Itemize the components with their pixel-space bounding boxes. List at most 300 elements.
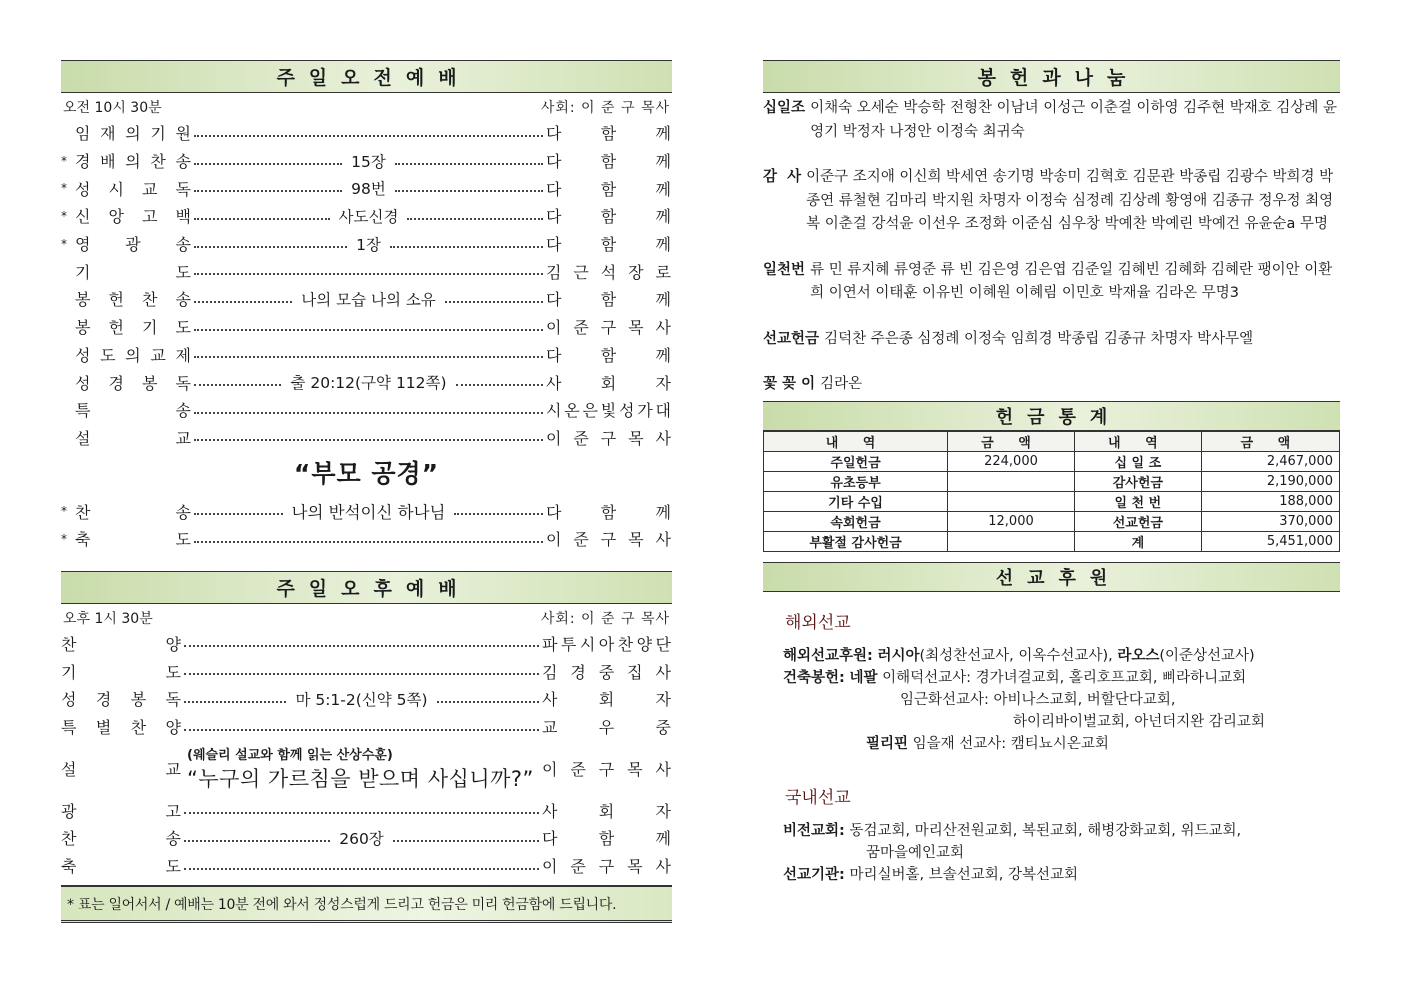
order-item-leader-char: 자 — [655, 373, 672, 393]
order-item-name — [61, 660, 181, 683]
pm-order-item — [61, 657, 672, 685]
order-item-name-char: 설 — [75, 428, 91, 448]
pm-sermon-preacher — [542, 757, 672, 780]
order-item-detail: 15장 — [351, 152, 386, 171]
stats-header: 헌금통계 — [763, 401, 1340, 431]
order-item-leader-char: 중 — [598, 662, 616, 682]
order-item-leader-char: 투 — [560, 634, 578, 654]
order-item-name-char: 도 — [175, 318, 191, 338]
order-item-name-char: 성 — [75, 179, 91, 199]
order-item-leader — [546, 287, 672, 310]
pm-order-item — [61, 685, 672, 713]
am-host: 사회: 이 준 구 목사 — [540, 100, 670, 116]
pm-sermon-preacher-char: 구 — [598, 759, 616, 779]
am-order-item — [61, 119, 672, 147]
stats-amount: 12,000 — [948, 511, 1075, 531]
russia-label: 러시아 — [877, 647, 920, 664]
order-item-leader — [546, 315, 672, 338]
order-item-leader-char: 께 — [655, 179, 673, 199]
pm-sermon-text — [181, 744, 542, 793]
order-item-name-char: 양 — [165, 634, 181, 654]
order-item-name — [75, 371, 191, 394]
standing-mark: * — [61, 531, 67, 546]
am-order-item — [61, 341, 672, 369]
stats-amount: 2,467,000 — [1201, 451, 1339, 471]
order-item-name — [61, 854, 181, 877]
leader-dots — [395, 190, 543, 192]
offering-group-label: 감 사 — [763, 169, 807, 185]
standing-mark: * — [61, 153, 67, 168]
leader-dots — [194, 513, 283, 515]
stats-head-row — [764, 431, 1340, 451]
offering-group-label: 일천번 — [763, 261, 811, 278]
leader-dots — [194, 439, 543, 441]
order-item-leader-char: 경 — [570, 662, 587, 682]
order-item-leader-char: 준 — [573, 318, 590, 338]
order-item-leader-char: 사 — [542, 801, 559, 821]
order-item-leader-char: 김 — [546, 262, 563, 282]
leader-dots — [407, 218, 543, 220]
order-item-name-char: 헌 — [108, 290, 124, 310]
pm-order-item — [61, 852, 672, 880]
order-item-leader-char: 빛 — [600, 401, 618, 421]
order-item-leader-char: 은 — [582, 401, 599, 421]
order-item-name — [61, 687, 181, 710]
stats-item: 십 일 조 — [1074, 451, 1201, 471]
stats-item: 부활절 감사헌금 — [764, 531, 948, 551]
order-item-leader-char: 회 — [598, 801, 616, 821]
order-item-leader — [542, 687, 672, 710]
standing-mark: * — [61, 208, 67, 223]
stats-row — [764, 511, 1340, 531]
order-item-leader-char: 다 — [542, 829, 559, 849]
am-order-item — [61, 257, 672, 285]
order-item-leader-char: 함 — [600, 235, 618, 255]
order-item-name-char: 봉 — [75, 318, 91, 338]
order-item-leader-char: 이 — [546, 428, 563, 448]
leader-dots — [184, 729, 539, 731]
order-item-name-char: 찬 — [142, 290, 158, 310]
nepal-label: 네팔 — [849, 669, 878, 686]
order-item-leader-char: 자 — [655, 690, 673, 710]
leader-dots — [194, 356, 543, 358]
pm-sermon-label — [61, 757, 181, 780]
order-item-name-char: 송 — [175, 290, 191, 310]
overseas-line-1 — [763, 645, 1340, 667]
pm-time: 오후 1시 30분 — [63, 610, 153, 627]
order-item-leader — [546, 371, 672, 394]
order-item-name-char: 성 — [61, 690, 77, 710]
pm-sermon-preacher-char: 준 — [570, 759, 587, 779]
order-item-name — [75, 260, 191, 283]
order-item-name-char: 고 — [165, 801, 181, 821]
order-item-leader — [546, 232, 672, 255]
pm-sermon-preacher-char: 사 — [655, 759, 672, 779]
order-item-name-char: 교 — [175, 428, 191, 448]
order-item-leader-char: 사 — [655, 857, 672, 877]
am-order-item — [61, 525, 672, 553]
order-item-name-char: 기 — [75, 262, 91, 282]
order-item-name — [61, 715, 181, 738]
order-item-name — [75, 177, 191, 200]
leader-dots — [194, 329, 543, 331]
domestic-line-2: 꿈마을예인교회 — [866, 844, 965, 861]
order-item-leader-char: 께 — [655, 345, 672, 365]
order-item-name-char: 특 — [61, 718, 77, 738]
stats-item: 기타 수입 — [764, 491, 948, 511]
order-item-leader-char: 다 — [546, 207, 563, 227]
order-item-name — [75, 398, 191, 421]
order-item-leader-char: 다 — [546, 179, 563, 199]
order-item-name-char: 재 — [100, 124, 116, 144]
order-item-leader-char: 회 — [598, 690, 616, 710]
domestic-line-1 — [763, 820, 1340, 842]
order-item-name-char: 의 — [125, 152, 141, 172]
pm-meta — [61, 604, 672, 630]
offering-list — [763, 97, 1340, 351]
order-item-name — [75, 500, 191, 523]
pm-sermon-label-char: 설 — [61, 759, 77, 779]
order-item-name-char: 양 — [165, 718, 181, 738]
order-item-leader-char: 목 — [628, 530, 645, 550]
order-item-name-char: 임 — [75, 124, 91, 144]
order-item-name — [61, 799, 181, 822]
right-column — [763, 60, 1340, 886]
order-item-name-char: 교 — [142, 179, 158, 199]
pm-closing-list — [61, 796, 672, 879]
order-item-name-char: 헌 — [108, 318, 124, 338]
order-item-name — [75, 232, 191, 255]
leader-dots — [194, 163, 342, 165]
order-item-name-char: 찬 — [75, 502, 91, 522]
overseas-line-2 — [763, 667, 1340, 689]
pm-sermon-title: “누구의 가르침을 받으며 사십니까?” — [187, 766, 534, 791]
order-item-leader-char: 중 — [655, 718, 672, 738]
order-item-leader-char: 함 — [600, 179, 618, 199]
order-item-name-char: 영 — [75, 235, 91, 255]
order-item-leader-char: 단 — [655, 634, 672, 654]
building-support-label: 건축봉헌: — [783, 669, 845, 686]
stats-row — [764, 471, 1340, 491]
order-item-name-char: 독 — [165, 690, 181, 710]
order-item-leader-char: 함 — [600, 124, 618, 144]
vision-church-label: 비전교회: — [783, 822, 845, 839]
leader-dots — [194, 218, 330, 220]
order-item-leader-char: 장 — [628, 262, 645, 282]
am-order-item — [61, 313, 672, 341]
order-item-leader-char: 사 — [655, 318, 672, 338]
order-item-name-char: 배 — [100, 152, 116, 172]
order-item-name-char: 도 — [165, 662, 181, 682]
order-item-leader-char: 함 — [600, 345, 618, 365]
order-item-leader-char: 사 — [655, 662, 672, 682]
order-item-leader-char: 양 — [636, 634, 654, 654]
offering-group — [763, 328, 1340, 352]
order-item-leader-char: 다 — [546, 152, 563, 172]
order-item-name — [75, 426, 191, 449]
pm-sermon-subtitle: (웨슬리 설교와 함께 읽는 산상수훈) — [187, 747, 393, 763]
order-item-name-char: 기 — [150, 124, 166, 144]
nepal-churches: 이해덕선교사: 경가녀걸교회, 홀리호프교회, 삐라하니교회 — [882, 669, 1247, 686]
order-item-name — [75, 149, 191, 172]
order-item-name-char: 기 — [142, 318, 158, 338]
pm-order-list — [61, 630, 672, 741]
order-item-leader — [546, 398, 672, 421]
order-item-name-char: 봉 — [130, 690, 147, 710]
order-item-leader-char: 찬 — [617, 634, 635, 654]
order-item-leader-char: 이 — [546, 530, 563, 550]
order-item-name-char: 도 — [100, 345, 116, 365]
stats-item: 계 — [1074, 531, 1201, 551]
order-item-leader — [546, 121, 672, 144]
leader-dots — [184, 840, 330, 842]
order-item-detail: 1장 — [356, 235, 381, 254]
leader-dots — [184, 868, 539, 870]
stats-amount: 224,000 — [948, 451, 1075, 471]
order-item-name-char: 특 — [75, 401, 91, 421]
offering-group — [763, 259, 1340, 306]
order-item-name-char: 찬 — [130, 718, 147, 738]
order-item-name-char: 교 — [150, 345, 166, 365]
order-item-name-char: 의 — [125, 345, 141, 365]
leader-dots — [184, 701, 286, 703]
leader-dots — [184, 673, 539, 675]
am-sermon-title: “부모 공경” — [293, 459, 440, 489]
order-item-name-char: 광 — [61, 801, 77, 821]
order-item-leader-char: 함 — [600, 207, 618, 227]
order-item-name — [75, 204, 191, 227]
order-item-leader-char: 이 — [542, 857, 559, 877]
order-item-leader — [542, 715, 672, 738]
order-item-leader-char: 목 — [628, 318, 645, 338]
vision-churches: 동검교회, 마리산전원교회, 복된교회, 해병강화교회, 위드교회, — [849, 822, 1242, 839]
leader-dots — [194, 190, 342, 192]
order-item-leader-char: 석 — [600, 262, 618, 282]
order-item-leader-char: 사 — [655, 428, 672, 448]
order-item-detail: 260장 — [339, 829, 384, 848]
order-item-name-char: 찬 — [150, 152, 166, 172]
order-item-name — [75, 287, 191, 310]
order-item-leader — [546, 149, 672, 172]
stats-amount — [948, 471, 1075, 491]
order-item-detail: 사도신경 — [338, 207, 399, 226]
leader-dots — [194, 246, 347, 248]
offering-header: 봉헌과나눔 — [763, 60, 1340, 93]
order-item-name — [61, 826, 181, 849]
stats-item: 감사헌금 — [1074, 471, 1201, 491]
order-item-name-char: 독 — [175, 179, 191, 199]
am-order-item — [61, 202, 672, 230]
order-item-leader-char: 로 — [655, 262, 672, 282]
pm-sermon-label-char: 교 — [165, 759, 181, 779]
order-item-leader — [542, 799, 672, 822]
standing-mark: * — [61, 236, 67, 251]
am-order-item — [61, 174, 672, 202]
mission-section — [763, 608, 1340, 886]
order-item-leader — [542, 854, 672, 877]
order-item-leader — [546, 343, 672, 366]
stats-row — [764, 451, 1340, 471]
order-item-leader — [546, 500, 672, 523]
order-item-leader-char: 사 — [655, 530, 672, 550]
standing-mark: * — [61, 181, 67, 196]
order-item-leader-char: 대 — [655, 401, 672, 421]
order-item-leader-char: 함 — [600, 502, 618, 522]
leader-dots — [454, 513, 543, 515]
order-item-leader-char: 사 — [542, 690, 559, 710]
order-item-leader-char: 근 — [573, 262, 590, 282]
order-item-leader-char: 함 — [598, 829, 616, 849]
order-item-leader-char: 시 — [579, 634, 597, 654]
order-item-detail: 출 20:12(구약 112쪽) — [290, 374, 447, 393]
stats-amount — [948, 531, 1075, 551]
leader-dots — [393, 840, 539, 842]
order-item-name-char: 찬 — [61, 634, 77, 654]
mission-orgs: 마리실버홀, 브솔선교회, 강복선교회 — [849, 866, 1078, 883]
order-item-leader-char: 께 — [655, 290, 673, 310]
order-item-leader-char: 회 — [600, 373, 618, 393]
leader-dots — [390, 246, 543, 248]
order-item-detail: 98번 — [351, 180, 386, 199]
footnote: * 표는 일어서서 / 예배는 10분 전에 와서 정성스럽게 드리고 헌금은 미리 헌금함에 드립니다. — [61, 885, 672, 923]
leader-dots — [194, 412, 543, 414]
mission-org-label: 선교기관: — [783, 866, 845, 883]
domestic-line-3 — [763, 864, 1340, 886]
leader-dots — [445, 301, 543, 303]
order-item-leader-char: 께 — [655, 502, 673, 522]
stats-table — [763, 431, 1340, 552]
order-item-name — [75, 315, 191, 338]
order-item-leader-char: 구 — [598, 857, 616, 877]
order-item-leader-char: 다 — [546, 290, 563, 310]
order-item-leader-char: 께 — [655, 124, 672, 144]
order-item-leader-char: 다 — [546, 235, 563, 255]
order-item-leader-char: 목 — [627, 857, 644, 877]
order-item-name-char: 도 — [175, 530, 191, 550]
order-item-name-char: 독 — [175, 373, 191, 393]
offering-group-label: 선교헌금 — [763, 330, 825, 347]
stats-item: 일 천 번 — [1074, 491, 1201, 511]
mission-header: 선교후원 — [763, 562, 1340, 592]
order-item-name-char: 원 — [175, 124, 191, 144]
order-item-leader-char: 우 — [598, 718, 616, 738]
order-item-name-char: 의 — [125, 124, 141, 144]
flower-row — [763, 373, 1340, 397]
am-order-item — [61, 424, 672, 452]
order-item-leader — [546, 426, 672, 449]
stats-amount: 5,451,000 — [1201, 531, 1339, 551]
order-item-detail: 마 5:1-2(신약 5쪽) — [295, 690, 428, 709]
am-order-item — [61, 497, 672, 525]
domestic-title: 국내선교 — [785, 787, 851, 808]
order-item-leader-char: 구 — [600, 428, 618, 448]
offering-group-names: 이준구 조지애 이신희 박세연 송기명 박송미 김혁호 김문관 박종립 김광수 박희경 박종연 류철현 김마리 박지원 차명자 이정숙 심정례 김상례 황영애 김종규 정우정 최영복 이춘걸 강석윤 이선우 조정화 이준심 심우창 박예찬 박예린 박예건 유윤순a 무명 — [806, 169, 1334, 232]
order-item-leader-char: 목 — [628, 428, 645, 448]
order-item-leader-char: 이 — [546, 318, 563, 338]
order-item-leader — [546, 527, 672, 550]
order-item-leader — [542, 660, 672, 683]
overseas-line-4: 하이리바이벌교회, 아넌더지완 감리교회 — [1013, 713, 1265, 730]
laos-missionary: (이준상선교사) — [1159, 647, 1255, 664]
order-item-name — [75, 527, 191, 550]
order-item-name — [61, 632, 181, 655]
order-item-name-char: 제 — [175, 345, 191, 365]
order-item-name-char: 송 — [165, 829, 181, 849]
order-item-leader-char: 시 — [546, 401, 563, 421]
pm-host: 사회: 이 준 구 목사 — [540, 610, 670, 627]
stats-amount — [948, 491, 1075, 511]
stats-row — [764, 491, 1340, 511]
leader-dots — [194, 301, 292, 303]
stats-item: 주일헌금 — [764, 451, 948, 471]
russia-missionaries: (최성찬선교사, 이옥수선교사), — [919, 647, 1113, 664]
leader-dots — [194, 541, 543, 543]
pm-order-item — [61, 824, 672, 852]
philippines-label: 필리핀 — [866, 735, 909, 752]
am-meta — [61, 93, 672, 119]
offering-group-names: 김덕찬 주은종 심정례 이정숙 임희경 박종립 김종규 차명자 박사무엘 — [824, 330, 1254, 347]
pm-service-header: 주일오후예배 — [61, 571, 672, 604]
order-item-leader-char: 성 — [619, 401, 636, 421]
leader-dots — [456, 384, 543, 386]
overseas-title: 해외선교 — [785, 612, 851, 633]
order-item-name-char: 성 — [75, 345, 91, 365]
order-item-leader-char: 께 — [655, 152, 673, 172]
order-item-name-char: 경 — [95, 690, 112, 710]
pm-sermon-preacher-char: 목 — [627, 759, 644, 779]
leader-dots — [194, 384, 281, 386]
order-item-leader-char: 구 — [600, 318, 618, 338]
order-item-name-char: 앙 — [108, 207, 124, 227]
overseas-line-5 — [763, 733, 1340, 755]
stats-row — [764, 531, 1340, 551]
stats-col-item: 내 역 — [764, 431, 948, 451]
order-item-name-char: 봉 — [75, 290, 91, 310]
stats-item: 선교헌금 — [1074, 511, 1201, 531]
order-item-leader-char: 아 — [598, 634, 616, 654]
overseas-line-3: 임근화선교사: 아비나스교회, 버할단다교회, — [900, 691, 1176, 708]
order-item-leader — [546, 177, 672, 200]
leader-dots — [194, 273, 543, 275]
am-order-item — [61, 396, 672, 424]
offering-group-names: 류 민 류지혜 류영준 류 빈 김은영 김은엽 김준일 김혜빈 김혜화 김혜란 팽이안 이환희 이연서 이태훈 이유빈 이혜원 이혜림 이민호 박재율 김라온 무명3 — [810, 261, 1333, 301]
stats-item: 속회헌금 — [764, 511, 948, 531]
am-order-item — [61, 368, 672, 396]
overseas-support-label: 해외선교후원: — [783, 647, 873, 664]
am-order-item — [61, 147, 672, 175]
offering-group — [763, 97, 1340, 144]
pm-order-item — [61, 630, 672, 658]
stats-amount: 188,000 — [1201, 491, 1339, 511]
order-item-leader-char: 준 — [573, 530, 590, 550]
offering-group-names: 이채숙 오세순 박승학 전형찬 이남녀 이성근 이춘걸 이하영 김주현 박재호 김상례 윤영기 박정자 나정안 이정숙 최귀숙 — [810, 100, 1338, 140]
order-item-leader — [542, 632, 672, 655]
order-item-name-char: 축 — [61, 857, 77, 877]
order-item-leader-char: 께 — [655, 207, 672, 227]
flower-name: 김라온 — [820, 376, 863, 392]
philippines-church: 임을재 선교사: 캠티뇨시온교회 — [912, 735, 1109, 752]
order-item-name-char: 광 — [125, 235, 141, 255]
order-item-leader-char: 집 — [627, 662, 644, 682]
left-column — [61, 60, 672, 923]
am-service-header: 주일오전예배 — [61, 60, 672, 93]
order-item-name-char: 성 — [75, 373, 91, 393]
order-item-name — [75, 121, 191, 144]
stats-col-item: 내 역 — [1074, 431, 1201, 451]
laos-label: 라오스 — [1117, 647, 1160, 664]
order-item-leader-char: 교 — [542, 718, 559, 738]
offering-group — [763, 166, 1340, 237]
